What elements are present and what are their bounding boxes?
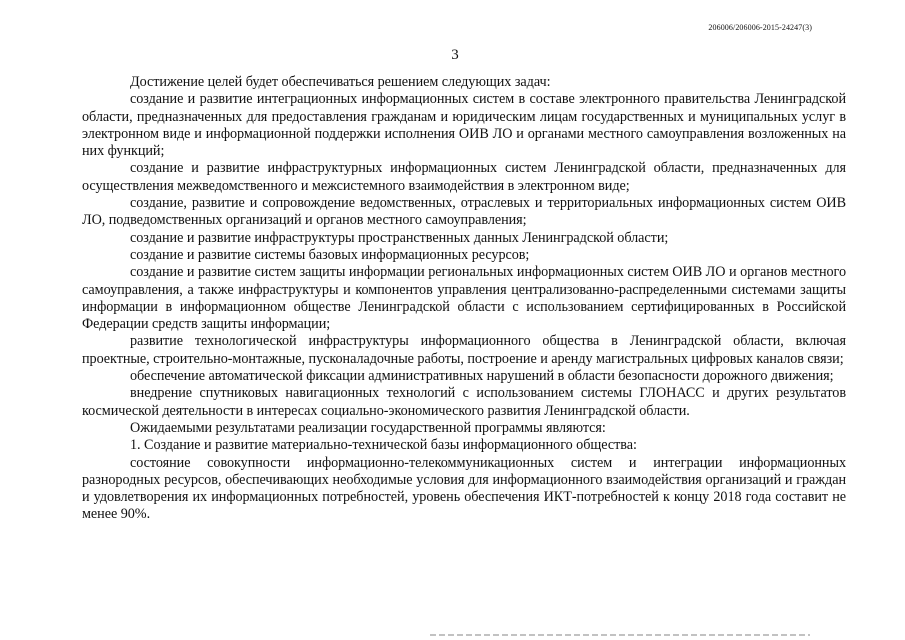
paragraph-expected-results: Ожидаемыми результатами реализации государственной программы являются: [130,419,606,436]
scan-edge-artifact [430,634,810,636]
page-number: 3 [451,47,459,63]
paragraph-result-1-detail: состояние совокупности информационно-телекоммуникационных систем и интеграции информационных разнородных ресурсов, обеспечивающих необходимые условия для информационного взаимодействия организаций и граждан и удовлетворения их информационных потребностей, уровень обеспечения ИКТ-потребностей к концу 2018 года составит не менее 90%. [82,454,846,523]
paragraph-task-base-resources: создание и развитие системы базовых информационных ресурсов; [130,246,530,263]
paragraph-task-spatial-data: создание и развитие инфраструктуры пространственных данных Ленинградской области; [130,229,669,246]
paragraph-result-1-heading: 1. Создание и развитие материально-технической базы информационного общества: [130,437,637,454]
paragraph-task-security: создание и развитие систем защиты информации региональных информационных систем ОИВ ЛО и органов местного самоуправления, а также инфраструктуры и компонентов управления централизованно-распределенными системами защиты информации в информационном обществе Ленинградской области с использованием сертифицированных в Российской Федерации средств защиты информации; [82,264,846,333]
paragraph-task-egov: создание и развитие интеграционных информационных систем в составе электронного правительства Ленинградской области, предназначенных для предоставления гражданам и юридическим лицам государственных и муниципальных услуг в электронном виде и информационной поддержки исполнения ОИВ ЛО и органами местного самоуправления возложенных на них функций; [82,91,846,160]
paragraph-task-traffic: обеспечение автоматической фиксации административных нарушений в области безопасности дорожного движения; [130,368,834,385]
document-reference-number: 206006/206006-2015-24247(3) [708,23,812,32]
paragraph-task-tech-infrastructure: развитие технологической инфраструктуры информационного общества в Ленинградской области, включая проектные, строительно-монтажные, пусконаладочные работы, построение и аренду магистральных цифровых каналов связи; [82,333,846,367]
paragraph-task-departmental-systems: создание, развитие и сопровождение ведомственных, отраслевых и территориальных информационных систем ОИВ ЛО, подведомственных организаций и органов местного самоуправления; [82,195,846,229]
paragraph-task-glonass: внедрение спутниковых навигационных технологий с использованием системы ГЛОНАСС и других результатов космической деятельности в интересах социально-экономического развития Ленинградской области. [82,385,846,419]
paragraph-task-infrastructure-systems: создание и развитие инфраструктурных информационных систем Ленинградской области, предназначенных для осуществления межведомственного и межсистемного взаимодействия в электронном виде; [82,160,846,194]
document-body [82,74,846,524]
paragraph-intro: Достижение целей будет обеспечиваться решением следующих задач: [130,74,551,90]
